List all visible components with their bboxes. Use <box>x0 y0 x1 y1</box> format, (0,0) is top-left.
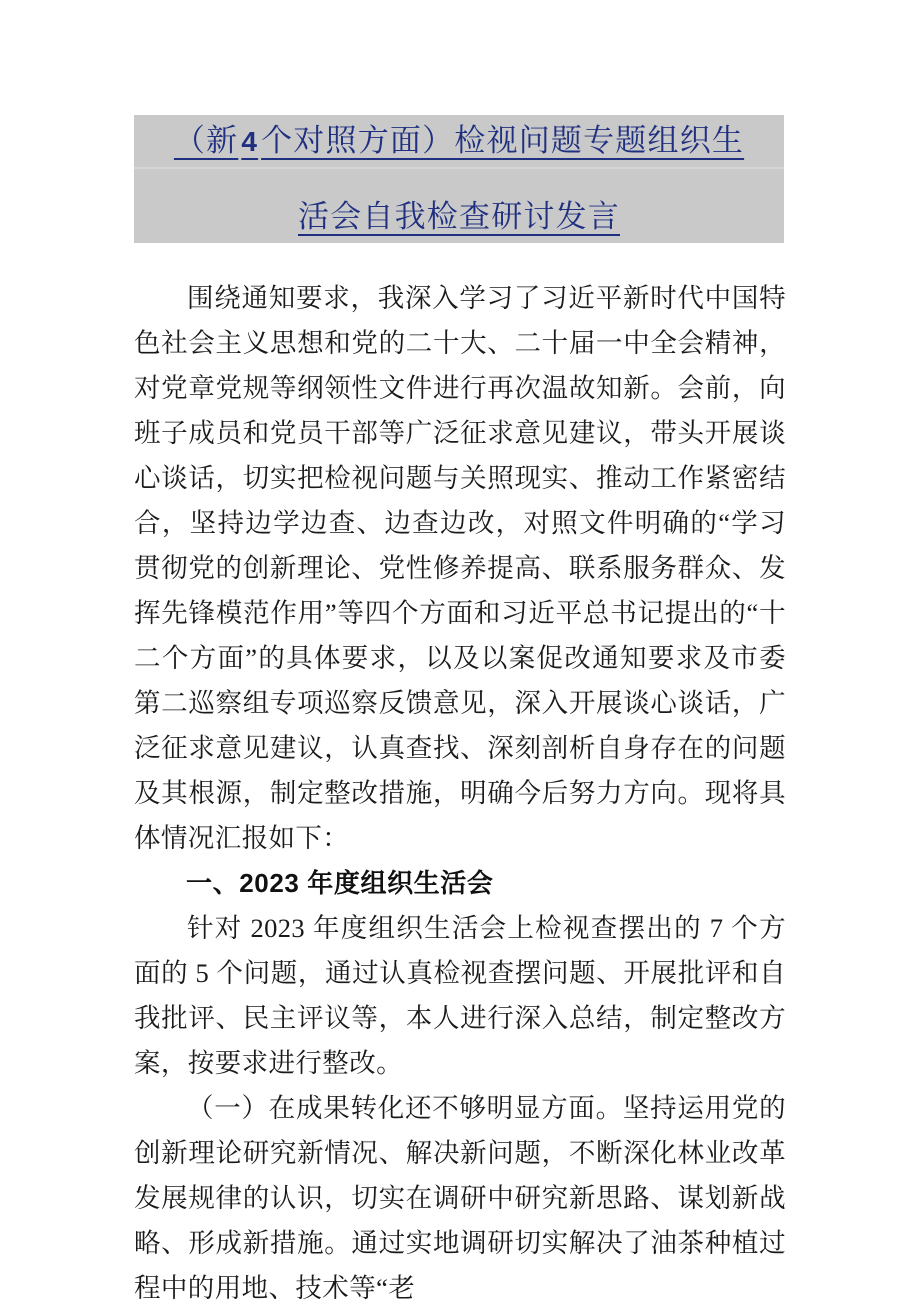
body-paragraph-2: 针对 2023 年度组织生活会上检视查摆出的 7 个方面的 5 个问题，通过认真检视查摆问题、开展批评和自我批评、民主评议等，本人进行深入总结，制定整改方案，按要求进行整改。 <box>134 913 786 1078</box>
title-line-1-suffix: 个对照方面）检视问题专题组织生 <box>261 122 745 158</box>
title-line-1 <box>134 115 784 167</box>
body-paragraph-3: （一）在成果转化还不够明显方面。坚持运用党的创新理论研究新情况、解决新问题，不断深化林业改革发展规律的认识，切实在调研中研究新思路、谋划新战略、形成新措施。通过实地调研切实解决了油茶种植过程中的用地、技术等“老 <box>134 1093 786 1303</box>
title-line-1-text <box>174 124 744 158</box>
title-row-divider <box>134 167 784 169</box>
title-line-2 <box>134 191 784 243</box>
section-heading-1: 一、2023 年度组织生活会 <box>186 868 494 898</box>
body-paragraph-1: 围绕通知要求，我深入学习了习近平新时代中国特色社会主义思想和党的二十大、二十届一中全会精神，对党章党规等纲领性文件进行再次温故知新。会前，向班子成员和党员干部等广泛征求意见建议，带头开展谈心谈话，切实把检视问题与关照现实、推动工作紧密结合，坚持边学边查、边查边改，对照文件明确的“学习贯彻党的创新理论、党性修养提高、联系服务群众、发挥先锋模范作用”等四个方面和习近平总书记提出的“十二个方面”的具体要求，以及以案促改通知要求及市委第二巡察组专项巡察反馈意见，深入开展谈心谈话，广泛征求意见建议，认真查找、深刻剖析自身存在的问题及其根源，制定整改措施，明确今后努力方向。现将具体情况汇报如下： <box>134 283 786 853</box>
title-line-1-number: 4 <box>241 125 259 157</box>
title-line-1-prefix: （新 <box>173 122 239 158</box>
document-body <box>134 276 786 1311</box>
document-title-banner <box>134 115 784 243</box>
title-line-2-text: 活会自我检查研讨发言 <box>298 198 620 234</box>
